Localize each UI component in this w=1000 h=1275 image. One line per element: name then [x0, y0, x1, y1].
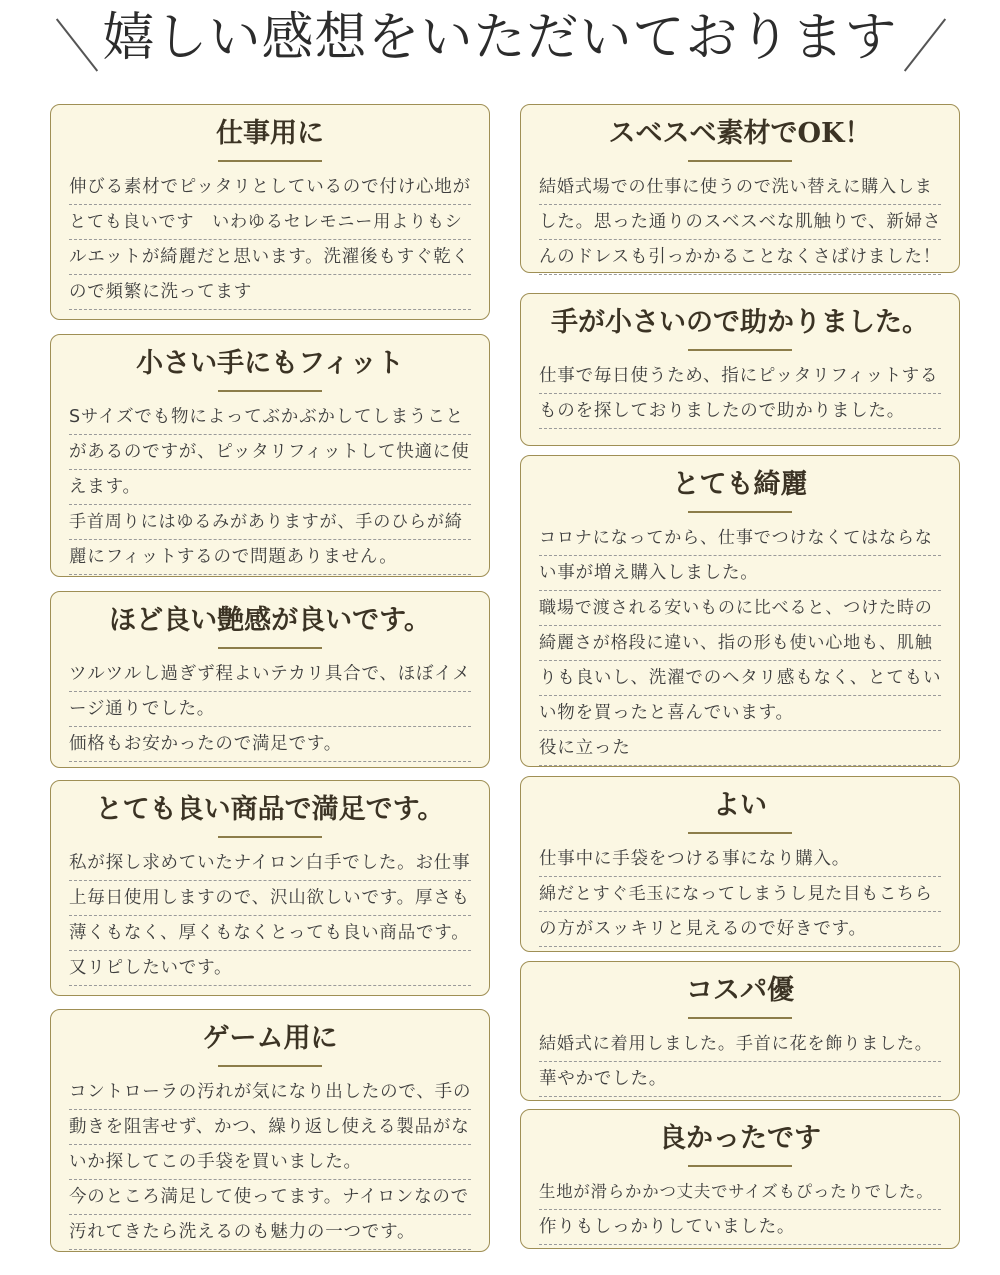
review-text-line: 今のところ満足して使ってます。ナイロンなので — [69, 1180, 471, 1215]
title-underline — [218, 836, 322, 838]
title-underline — [218, 390, 322, 392]
review-text-line: 動きを阻害せず、かつ、繰り返し使える製品がな — [69, 1110, 471, 1145]
review-title: ほど良い艶感が良いです。 — [109, 605, 431, 636]
review-card — [520, 961, 960, 1101]
review-title: 手が小さいので助かりました。 — [551, 307, 929, 338]
review-title: コスパ優 — [686, 975, 794, 1006]
review-body — [539, 842, 941, 947]
review-text-line: ルエットが綺麗だと思います。洗濯後もすぐ乾く — [69, 240, 471, 275]
review-text-line: 結婚式場での仕事に使うので洗い替えに購入しま — [539, 170, 941, 205]
page-title: 嬉しい感想をいただいております — [102, 8, 898, 68]
title-underline — [688, 1165, 792, 1167]
review-text-line: 綺麗さが格段に違い、指の形も使い心地も、肌触 — [539, 626, 941, 661]
review-title: 良かったです — [659, 1123, 821, 1154]
title-underline — [688, 1017, 792, 1019]
review-text-line: りも良いし、洗濯でのヘタリ感もなく、とてもい — [539, 661, 941, 696]
page-heading — [0, 0, 1000, 80]
review-card — [50, 104, 490, 320]
title-underline — [218, 160, 322, 162]
review-text-line: 汚れてきたら洗えるのも魅力の一つです。 — [69, 1215, 471, 1250]
review-card — [50, 780, 490, 996]
review-text-line: い事が増え購入しました。 — [539, 556, 941, 591]
review-body — [69, 846, 471, 986]
review-title: 仕事用に — [216, 118, 324, 149]
title-underline — [688, 349, 792, 351]
review-text-line: の方がスッキリと見えるので好きです。 — [539, 912, 941, 947]
review-card — [50, 334, 490, 577]
review-text-line: んのドレスも引っかかることなくさばけました！ — [539, 240, 941, 275]
review-text-line: ツルツルし過ぎず程よいテカリ具合で、ほぼイメ — [69, 657, 471, 692]
review-text-line: 結婚式に着用しました。手首に花を飾りました。 — [539, 1027, 941, 1062]
review-text-line: した。思った通りのスベスベな肌触りで、新婦さ — [539, 205, 941, 240]
review-text-line: 仕事中に手袋をつける事になり購入。 — [539, 842, 941, 877]
review-title: よい — [713, 790, 767, 821]
review-text-line: コントローラの汚れが気になり出したので、手の — [69, 1075, 471, 1110]
review-text-line: 仕事で毎日使うため、指にピッタリフィットする — [539, 359, 941, 394]
review-body — [539, 1027, 941, 1097]
review-text-line: Sサイズでも物によってぶかぶかしてしまうこと — [69, 400, 471, 435]
review-text-line: 手首周りにはゆるみがありますが、手のひらが綺 — [69, 505, 471, 540]
review-text-line: 私が探し求めていたナイロン白手でした。お仕事 — [69, 846, 471, 881]
review-card — [50, 1009, 490, 1252]
review-body — [539, 521, 941, 766]
review-text-line: いか探してこの手袋を買いました。 — [69, 1145, 471, 1180]
review-text-line: ものを探しておりましたので助かりました。 — [539, 394, 941, 429]
review-text-line: とても良いです いわゆるセレモニー用よりもシ — [69, 205, 471, 240]
review-card — [520, 293, 960, 446]
review-card — [50, 591, 490, 768]
review-text-line: 生地が滑らかかつ丈夫でサイズもぴったりでした。 — [539, 1175, 941, 1210]
review-text-line: 役に立った — [539, 731, 941, 766]
review-text-line: 綿だとすぐ毛玉になってしまうし見た目もこちら — [539, 877, 941, 912]
review-body — [69, 400, 471, 575]
review-body — [539, 170, 941, 275]
review-card — [520, 104, 960, 273]
review-text-line: コロナになってから、仕事でつけなくてはならな — [539, 521, 941, 556]
review-text-line: い物を買ったと喜んでいます。 — [539, 696, 941, 731]
review-text-line: ので頻繁に洗ってます — [69, 275, 471, 310]
review-text-line: 価格もお安かったので満足です。 — [69, 727, 471, 762]
title-underline — [688, 160, 792, 162]
review-card — [520, 1109, 960, 1249]
review-body — [69, 170, 471, 310]
title-underline — [688, 511, 792, 513]
review-text-line: 華やかでした。 — [539, 1062, 941, 1097]
review-text-line: 作りもしっかりしていました。 — [539, 1210, 941, 1245]
title-underline — [688, 832, 792, 834]
review-title: とても綺麗 — [672, 469, 808, 500]
review-title: ゲーム用に — [202, 1023, 338, 1054]
review-card — [520, 455, 960, 767]
review-text-line: ージ通りでした。 — [69, 692, 471, 727]
review-body — [539, 359, 941, 429]
review-body — [69, 1075, 471, 1250]
title-underline — [218, 1065, 322, 1067]
review-text-line: 又リピしたいです。 — [69, 951, 471, 986]
review-title: とても良い商品で満足です。 — [95, 794, 445, 825]
review-text-line: 上毎日使用しますので、沢山欲しいです。厚さも — [69, 881, 471, 916]
review-text-line: 伸びる素材でピッタリとしているので付け心地が — [69, 170, 471, 205]
review-title: 小さい手にもフィット — [136, 348, 404, 379]
review-body — [539, 1175, 941, 1245]
review-title: スベスベ素材でOK！ — [608, 118, 872, 149]
review-text-line: 職場で渡される安いものに比べると、つけた時の — [539, 591, 941, 626]
review-body — [69, 657, 471, 762]
title-underline — [218, 647, 322, 649]
review-text-line: 薄くもなく、厚くもなくとっても良い商品です。 — [69, 916, 471, 951]
review-text-line: があるのですが、ピッタリフィットして快適に使 — [69, 435, 471, 470]
review-card — [520, 776, 960, 952]
review-text-line: えます。 — [69, 470, 471, 505]
review-text-line: 麗にフィットするので問題ありません。 — [69, 540, 471, 575]
